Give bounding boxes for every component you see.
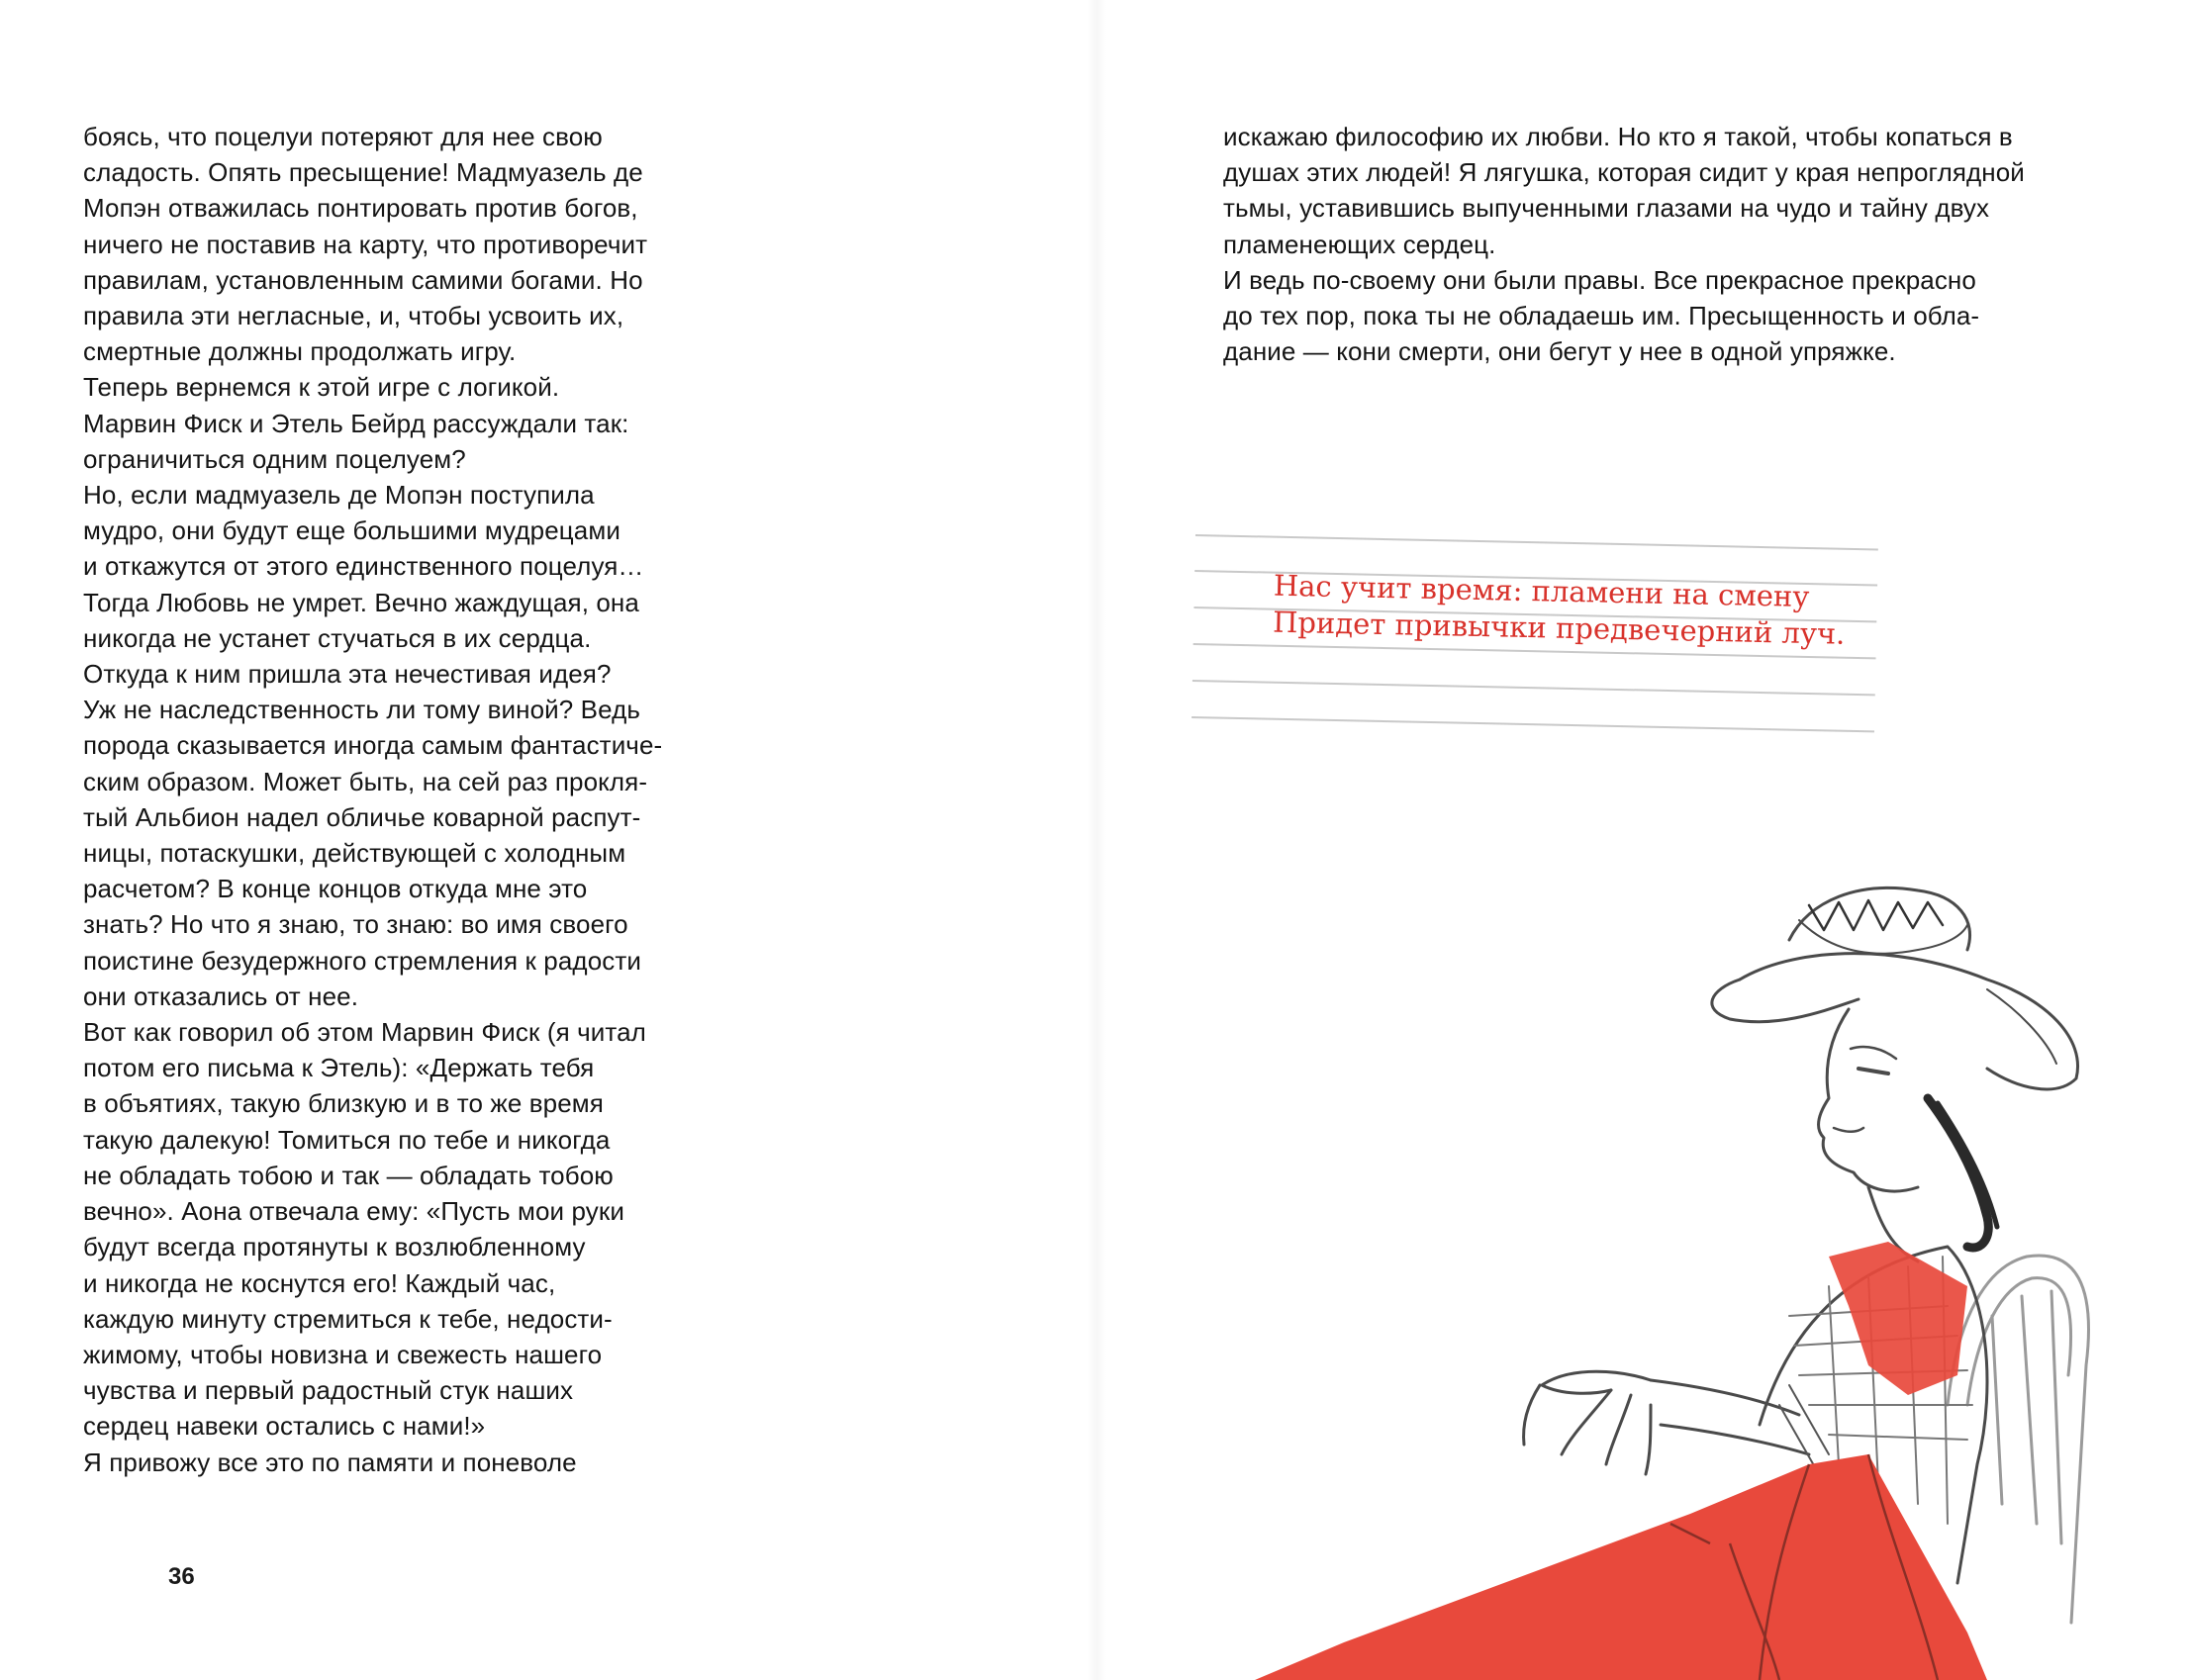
text-line: Марвин Фиск и Этель Бейрд рассуждали так: [83,408,629,438]
text-line: искажаю философию их любви. Но кто я такой, чтобы копаться в [1223,122,2013,151]
text-line: пламенеющих сердец. [1223,229,1496,259]
text-line: боясь, что поцелуи потеряют для нее свою [83,122,603,151]
text-line: Но, если мадмуазель де Мопэн поступила [83,480,595,511]
text-line: чувства и первый радостный стук наших [83,1375,574,1406]
text-line: такую далекую! Томиться по тебе и никогда [83,1124,611,1155]
text-line: каждую минуту стремиться к тебе, недости- [83,1303,613,1334]
text-line: мудро, они будут еще большими мудрецами [83,515,620,546]
quote-line: Придет привычки предвечерний луч. [1272,605,1846,651]
text-line: тый Альбион надел обличье коварной распут- [83,801,641,832]
text-line: тьмы, уставившись выпученными глазами на чудо и тайну двух [1223,193,1990,224]
text-line: они отказались от нее. [83,980,359,1011]
chair-sketch [1948,1256,2089,1623]
text-line: до тех пор, пока ты не обладаешь им. Пресыщенность и обла- [1223,301,1980,331]
text-line: и откажутся от этого единственного поцелуя… [83,551,644,582]
page-number: 36 [168,1563,195,1590]
text-line: душах этих людей! Я лягушка, которая сидит у края непроглядной [1223,157,2025,188]
text-line: не обладать тобою и так — обладать тобою [83,1160,614,1190]
text-line: ницы, потаскушки, действующей с холодным [83,838,626,869]
text-line: вечно». Аона отвечала ему: «Пусть мои руки [83,1196,624,1227]
text-line: смертные должны продолжать игру. [83,336,517,367]
text-line: Вот как говорил об этом Марвин Фиск (я читал [83,1017,646,1048]
text-line: ограничиться одним поцелуем? [83,443,466,474]
text-line: сердец навеки остались с нами!» [83,1411,486,1442]
text-line: знать? Но что я знаю, то знаю: во имя своего [83,909,628,940]
text-line: потом его письма к Этель): «Держать тебя [83,1053,595,1083]
text-line: жимому, чтобы новизна и свежесть нашего [83,1339,603,1369]
text-line: сладость. Опять пресыщение! Мадмуазель де [83,157,643,188]
text-line: правилам, установленным самими богами. Но [83,264,643,295]
text-line: Я привожу все это по памяти и поневоле [83,1447,577,1477]
text-line: в объятиях, такую близкую и в то же время [83,1088,604,1119]
right-page [1096,0,2193,1680]
text-line: ничего не поставив на карту, что противоречит [83,229,648,259]
pencil-illustration [1096,0,2193,1680]
text-line: порода сказывается иногда самым фантастиче- [83,730,663,761]
quote-line: Нас учит время: пламени на смену [1273,568,1810,614]
text-line: Уж не наследственность ли тому виной? Ведь [83,695,640,725]
text-line: никогда не устанет стучаться в их сердца. [83,622,592,653]
text-line: будут всегда протянуты к возлюбленному [83,1232,586,1262]
text-line: Теперь вернемся к этой игре с логикой. [83,372,560,403]
text-line: Мопэн отважилась понтировать против богов, [83,193,638,224]
text-line: Откуда к ним пришла эта нечестивая идея? [83,659,612,690]
left-page-text [83,119,662,1480]
left-page [0,0,1096,1680]
text-line: дание — кони смерти, они бегут у нее в одной упряжке. [1223,336,1896,367]
text-line: и никогда не коснутся его! Каждый час, [83,1267,556,1298]
bandana-shape [1829,1242,1967,1395]
text-line: ским образом. Может быть, на сей раз прокля- [83,766,648,796]
text-line: Тогда Любовь не умрет. Вечно жаждущая, она [83,587,639,617]
text-line: правила эти негласные, и, чтобы усвоить их, [83,301,624,331]
text-line: расчетом? В конце концов откуда мне это [83,874,588,904]
text-line: поистине безудержного стремления к радости [83,945,641,976]
head-sketch [1819,1009,1997,1261]
text-line: И ведь по-своему они были правы. Все прекрасное прекрасно [1223,264,1976,295]
